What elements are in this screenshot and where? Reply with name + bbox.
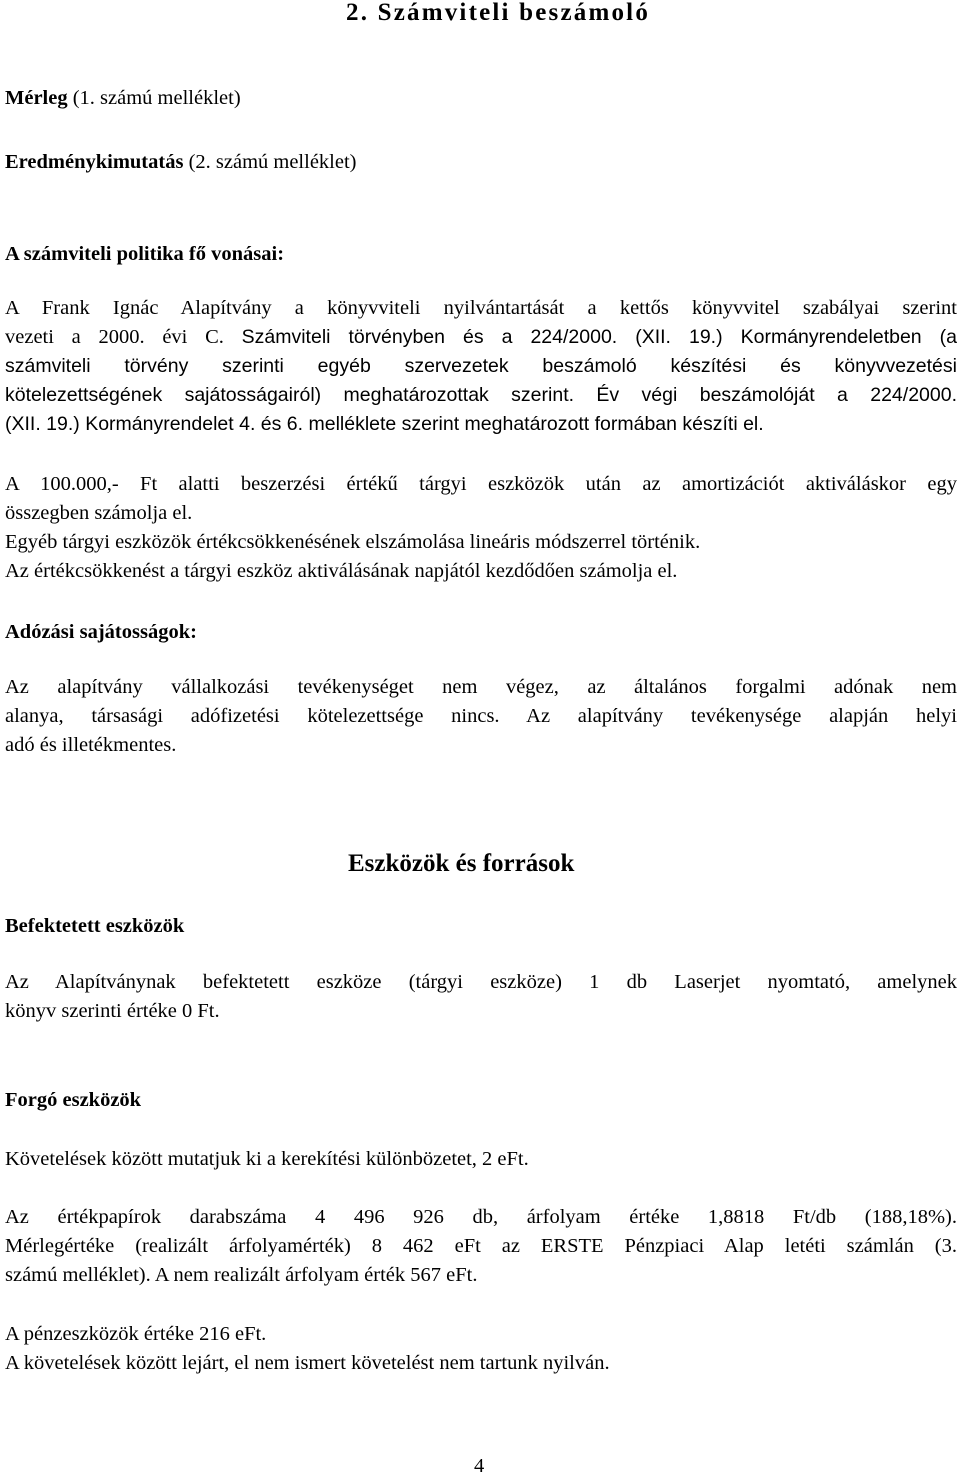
fixed-assets-paragraph <box>5 968 957 1026</box>
balance-sheet-line <box>5 84 241 113</box>
tax-paragraph <box>5 673 957 760</box>
section-title: 2. Számviteli beszámoló <box>346 0 651 26</box>
page-number: 4 <box>474 1455 485 1477</box>
policy-line-2-serif: vezeti a 2000. évi C. <box>5 326 242 348</box>
amortization-line-4: Az értékcsökkenést a tárgyi eszköz aktiválásának napjától kezdődően számolja el. <box>5 560 678 582</box>
overdue-text: A követelések között lejárt, el nem ismert követelést nem tartunk nyilván. <box>5 1352 610 1374</box>
cash-text: A pénzeszközök értéke 216 eFt. <box>5 1323 267 1345</box>
policy-heading: A számviteli politika fő vonásai: <box>5 243 285 265</box>
fixed-assets-line-2: könyv szerinti értéke 0 Ft. <box>5 1000 220 1022</box>
securities-line-2: Mérlegértéke (realizált árfolyamérték) 8 462 eFt az ERSTE Pénzpiaci Alap letéti számlán (3. <box>5 1235 957 1257</box>
policy-line-3: számviteli törvény szerinti egyéb szervezetek beszámoló készítési és könyvvezetési <box>5 355 957 377</box>
policy-line-4: kötelezettségének sajátosságairól) meghatározottak szerint. Év végi beszámolóját a 224/2000. <box>5 384 957 406</box>
securities-line-1: Az értékpapírok darabszáma 4 496 926 db, árfolyam értéke 1,8818 Ft/db (188,18%). <box>5 1206 957 1228</box>
tax-line-1: Az alapítvány vállalkozási tevékenységet nem végez, az általános forgalmi adónak nem <box>5 676 957 698</box>
securities-paragraph <box>5 1203 957 1290</box>
assets-title: Eszközök és források <box>348 850 575 877</box>
balance-sheet-ref: (1. számú melléklet) <box>67 87 241 109</box>
income-statement-line <box>5 148 357 177</box>
policy-line-1: A Frank Ignác Alapítvány a könyvviteli nyilvántartását a kettős könyvvitel szabályai szerint <box>5 297 957 319</box>
amortization-paragraph <box>5 470 957 586</box>
fixed-assets-heading: Befektetett eszközök <box>5 915 185 937</box>
balance-sheet-label: Mérleg <box>5 87 68 109</box>
policy-line-5: (XII. 19.) Kormányrendelet 4. és 6. melléklete szerint meghatározott formában készíti el. <box>5 413 764 435</box>
income-statement-ref: (2. számú melléklet) <box>183 151 357 173</box>
income-statement-label: Eredménykimutatás <box>5 151 184 173</box>
amortization-line-1: A 100.000,- Ft alatti beszerzési értékű tárgyi eszközök után az amortizációt aktiváláskor egy <box>5 473 957 495</box>
policy-paragraph <box>5 294 957 439</box>
policy-line-2 <box>5 323 957 352</box>
fixed-assets-line-1: Az Alapítványnak befektetett eszköze (tárgyi eszköze) 1 db Laserjet nyomtató, amelynek <box>5 971 957 993</box>
amortization-line-2: összegben számolja el. <box>5 502 193 524</box>
current-assets-heading: Forgó eszközök <box>5 1089 142 1111</box>
tax-heading: Adózási sajátosságok: <box>5 621 197 643</box>
tax-line-2: alanya, társasági adófizetési kötelezettsége nincs. Az alapítvány tevékenysége alapján helyi <box>5 705 957 727</box>
receivables-text: Követelések között mutatjuk ki a kerekítési különbözetet, 2 eFt. <box>5 1148 529 1170</box>
tax-line-3: adó és illetékmentes. <box>5 734 177 756</box>
amortization-line-3: Egyéb tárgyi eszközök értékcsökkenésének elszámolása lineáris módszerrel történik. <box>5 531 701 553</box>
policy-line-2-sans: Számviteli törvényben és a 224/2000. (XII. 19.) Kormányrendeletben (a <box>241 326 957 348</box>
securities-line-3: számú melléklet). A nem realizált árfolyam érték 567 eFt. <box>5 1264 478 1286</box>
